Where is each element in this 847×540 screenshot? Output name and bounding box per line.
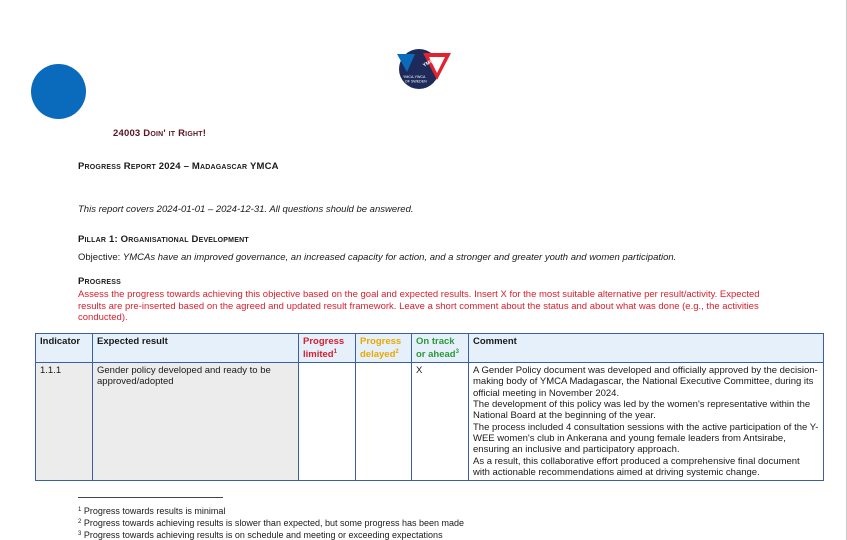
progress-heading: Progress bbox=[78, 276, 121, 287]
header-on-track bbox=[412, 334, 469, 363]
header-indicator: Indicator bbox=[36, 334, 93, 363]
footnotes bbox=[78, 505, 464, 540]
objective-text: YMCAs have an improved governance, an increased capacity for action, and a stronger and greater youth and women participation. bbox=[122, 252, 677, 263]
footnote-ref-1: 1 bbox=[333, 349, 337, 355]
report-coverage: This report covers 2024-01-01 – 2024-12-31. All questions should be answered. bbox=[78, 204, 414, 215]
footnote-item bbox=[78, 529, 464, 540]
cell-progress-limited[interactable] bbox=[299, 363, 356, 481]
table-header-row bbox=[36, 334, 824, 363]
footnote-ref-3: 3 bbox=[455, 349, 459, 355]
footnote-mark: 2 bbox=[78, 519, 82, 525]
header-on-track-text: On track or ahead bbox=[416, 336, 456, 361]
footnote-ref-2: 2 bbox=[395, 349, 399, 355]
document-code: 24003 Doin' it Right! bbox=[113, 128, 207, 139]
cell-comment[interactable] bbox=[469, 363, 824, 481]
comment-line: The development of this policy was led by the women's representative within the National Board at the beginning of the year. bbox=[473, 399, 811, 422]
cell-on-track[interactable]: X bbox=[412, 363, 469, 481]
comment-line: As a result, this collaborative effort produced a comprehensive final document with actionable recommendations aimed at driving systemic change. bbox=[473, 455, 800, 478]
ymca-sweden-logo bbox=[393, 46, 455, 92]
comment-line: The process included 4 consultation sessions with the active participation of the Y-WEE women's club in Ankerana and young female leaders from Antsirabe, ensuring an inclusive and participatory approach. bbox=[473, 421, 819, 456]
logo-tagline-line1: YMCA-YWCA bbox=[403, 75, 426, 79]
objective bbox=[78, 252, 676, 263]
header-comment: Comment bbox=[469, 334, 824, 363]
objective-label: Objective: bbox=[78, 252, 123, 263]
footnote-mark: 1 bbox=[78, 507, 82, 513]
logo-tagline-line2: OF SWEDEN bbox=[405, 79, 427, 84]
pillar-title: Pillar 1: Organisational Development bbox=[78, 234, 249, 245]
blue-circle-decoration bbox=[31, 64, 86, 119]
cell-indicator: 1.1.1 bbox=[36, 363, 93, 481]
progress-table bbox=[35, 333, 824, 481]
footnote-text: Progress towards achieving results is on schedule and meeting or exceeding expectations bbox=[83, 530, 443, 540]
cell-expected-result: Gender policy developed and ready to be approved/adopted bbox=[93, 363, 299, 481]
header-progress-limited bbox=[299, 334, 356, 363]
report-title: Progress Report 2024 – Madagascar YMCA bbox=[78, 161, 279, 172]
progress-instructions: Assess the progress towards achieving this objective based on the goal and expected results. Insert X for the most suitable alternative per result/activity. Expected results are pre-inserted based on the agreed and updated result framework. Leave a short comment about the status and about what was done (e.g., the activities conducted). bbox=[78, 289, 760, 323]
footnote-mark: 3 bbox=[78, 531, 82, 537]
table-row bbox=[36, 363, 824, 481]
cell-progress-delayed[interactable] bbox=[356, 363, 412, 481]
header-expected-result: Expected result bbox=[93, 334, 299, 363]
comment-line: A Gender Policy document was developed and officially approved by the decision-making body of YMCA Madagascar, the National Executive Committee, during its official meeting in November 2024. bbox=[473, 365, 818, 399]
footnote-item bbox=[78, 505, 464, 517]
footnote-separator bbox=[78, 497, 223, 498]
logo-brand-text: YMCA bbox=[422, 56, 438, 69]
header-progress-limited-text: Progress limited bbox=[303, 336, 345, 361]
header-progress-delayed-text: Progress delayed bbox=[360, 336, 402, 361]
header-progress-delayed bbox=[356, 334, 412, 363]
footnote-text: Progress towards results is minimal bbox=[83, 506, 226, 516]
footnote-item bbox=[78, 517, 464, 529]
footnote-text: Progress towards achieving results is slower than expected, but some progress has been made bbox=[83, 518, 465, 528]
